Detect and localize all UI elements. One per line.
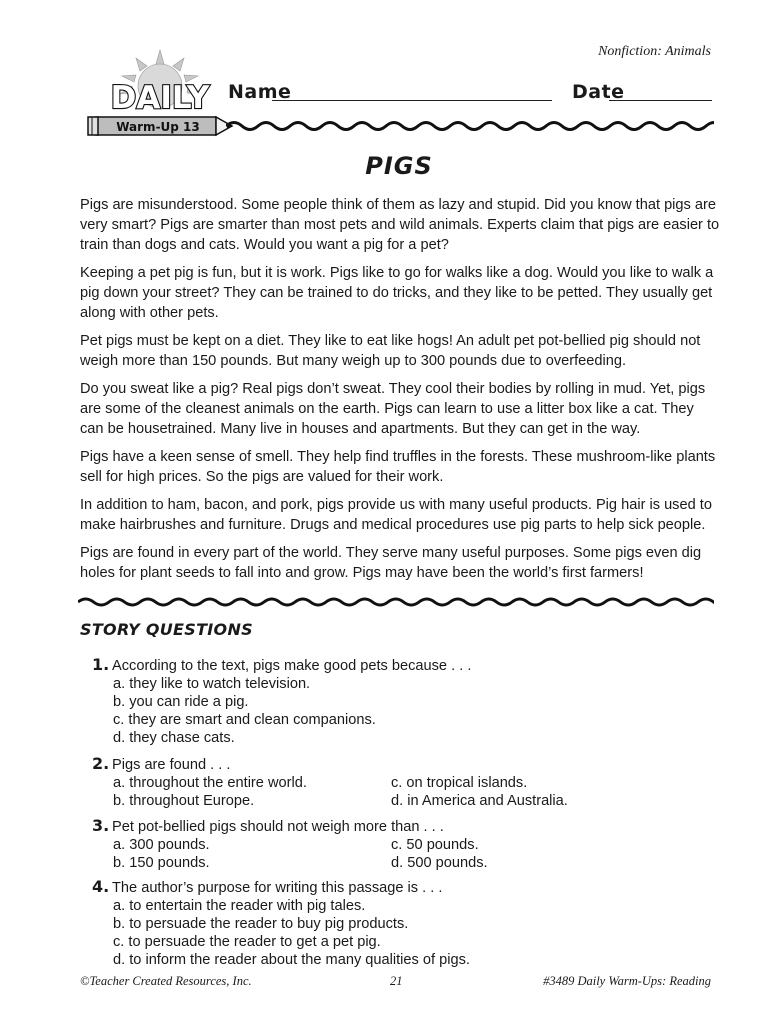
answer-option[interactable]: c. to persuade the reader to get a pet pig. xyxy=(113,934,381,950)
logo-subtitle: Warm-Up 13 xyxy=(116,120,200,134)
question-stem: The author’s purpose for writing this passage is . . . xyxy=(112,880,443,896)
category-label: Nonfiction: Animals xyxy=(598,44,711,59)
question-number: 1. xyxy=(92,655,110,674)
name-label: Name xyxy=(228,81,292,103)
story-questions-heading: STORY QUESTIONS xyxy=(80,620,253,639)
answer-option[interactable]: a. 300 pounds. xyxy=(113,837,210,853)
answer-option[interactable]: d. 500 pounds. xyxy=(391,855,488,871)
answer-option[interactable]: c. 50 pounds. xyxy=(391,837,479,853)
footer-book-title: #3489 Daily Warm-Ups: Reading xyxy=(543,974,711,988)
answer-option[interactable]: b. you can ride a pig. xyxy=(113,694,249,710)
answer-option[interactable]: a. they like to watch television. xyxy=(113,676,311,692)
article-body xyxy=(80,195,720,591)
date-field[interactable] xyxy=(609,100,712,101)
date-label: Date xyxy=(572,81,625,103)
page-title: PIGS xyxy=(365,152,433,180)
question-stem: According to the text, pigs make good pets because . . . xyxy=(112,658,472,674)
footer-copyright: ©Teacher Created Resources, Inc. xyxy=(80,974,252,988)
wavy-divider-middle xyxy=(78,591,714,613)
answer-option[interactable]: a. to entertain the reader with pig tales. xyxy=(113,898,366,914)
article-paragraph: In addition to ham, bacon, and pork, pigs provide us with many useful products. Pig hair is used to make hairbrushes and furniture. Drugs and medical procedures use pig parts to help sick people. xyxy=(80,497,712,533)
answer-option[interactable]: d. to inform the reader about the many qualities of pigs. xyxy=(113,952,470,968)
question-4 xyxy=(92,878,470,969)
article-paragraph: Pet pigs must be kept on a diet. They like to eat like hogs! An adult pet pot-bellied pig should not weigh more than 150 pounds. But many weigh up to 300 pounds due to overfeeding. xyxy=(80,333,701,369)
article-paragraph: Pigs have a keen sense of smell. They help find truffles in the forests. These mushroom-like plants sell for high prices. So the pigs are valued for their work. xyxy=(80,449,716,485)
answer-option[interactable]: d. they chase cats. xyxy=(113,730,235,746)
answer-option[interactable]: a. throughout the entire world. xyxy=(113,775,307,791)
daily-warm-up-logo xyxy=(80,46,240,146)
name-field[interactable] xyxy=(272,100,552,101)
answer-option[interactable]: b. to persuade the reader to buy pig products. xyxy=(113,916,409,932)
answer-option[interactable]: c. they are smart and clean companions. xyxy=(113,712,376,728)
question-number: 2. xyxy=(92,754,110,773)
question-stem: Pet pot-bellied pigs should not weigh more than . . . xyxy=(112,819,444,835)
question-number: 3. xyxy=(92,816,110,835)
answer-option[interactable]: b. throughout Europe. xyxy=(113,793,255,809)
answer-option[interactable]: b. 150 pounds. xyxy=(113,855,210,871)
question-stem: Pigs are found . . . xyxy=(112,757,231,773)
footer-page-number: 21 xyxy=(390,974,403,988)
answer-option[interactable]: c. on tropical islands. xyxy=(391,775,528,791)
question-1 xyxy=(92,656,471,747)
article-paragraph: Pigs are misunderstood. Some people think of them as lazy and stupid. Did you know that pigs are very smart? Pigs are smarter than most pets and wild animals. Experts claim that pigs are easier to train than dogs and cats. Would you want a pig for a pet? xyxy=(80,197,720,253)
question-2 xyxy=(92,755,691,810)
article-paragraph: Do you sweat like a pig? Real pigs don’t sweat. They cool their bodies by rolling in mud. Yet, pigs are some of the cleanest animals on the earth. Pigs can learn to use a litter box like a cat. They can be housetrained. Many live in houses and apartments. But they can get in the way. xyxy=(80,381,706,437)
answer-option[interactable]: d. in America and Australia. xyxy=(391,793,568,809)
article-paragraph: Pigs are found in every part of the world. They serve many useful purposes. Some pigs even dig holes for plant seeds to fall into and grow. Pigs may have been the world’s first farmers! xyxy=(80,545,702,581)
wavy-divider-top xyxy=(226,114,714,138)
question-3 xyxy=(92,817,691,872)
article-paragraph: Keeping a pet pig is fun, but it is work. Pigs like to go for walks like a dog. Would you like to walk a pig down your street? They can be trained to do tricks, and they like to be petted. They usually get along with other pets. xyxy=(80,265,714,321)
logo-word: DAILY xyxy=(110,80,210,116)
question-number: 4. xyxy=(92,877,110,896)
